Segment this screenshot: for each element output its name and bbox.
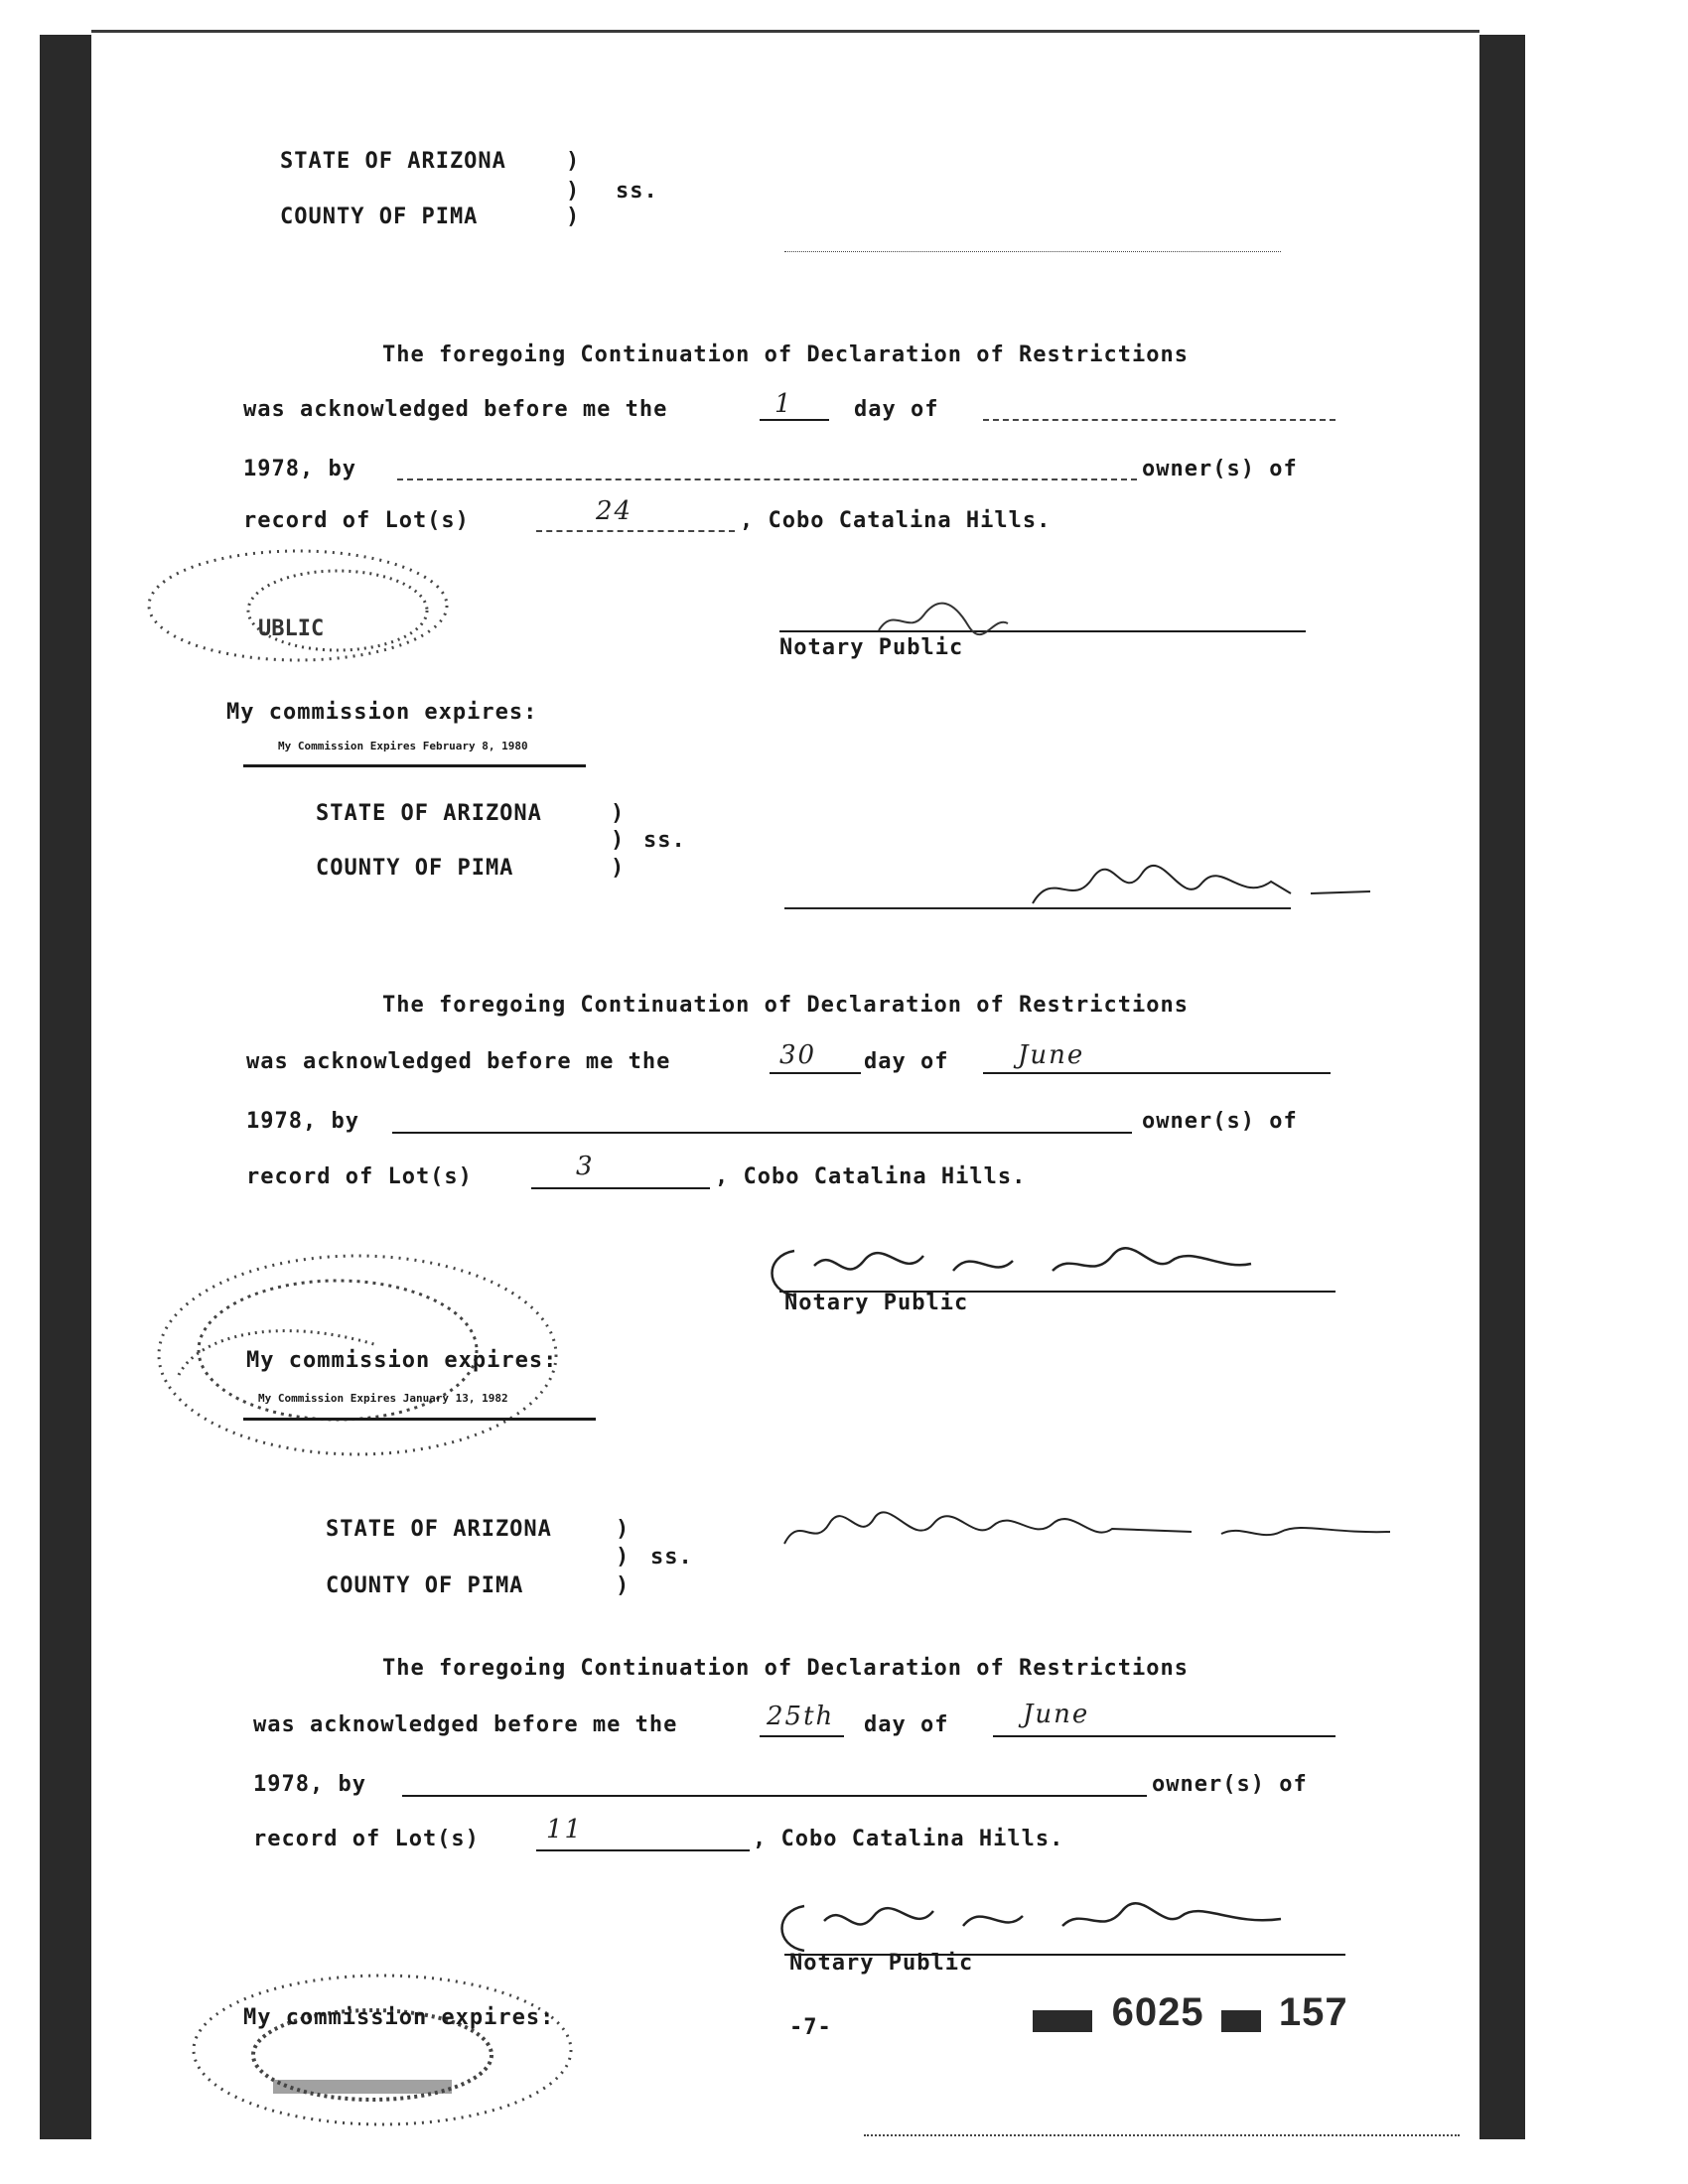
year-by-label: 1978, by <box>253 1772 366 1797</box>
venue-ss: ss. <box>650 1545 693 1570</box>
commission-underline <box>243 1418 596 1421</box>
venue-paren: ) <box>611 801 626 826</box>
lot-value: 11 <box>546 1815 584 1844</box>
venue-paren: ) <box>566 149 581 174</box>
commission-expires-label: My commission expires: <box>246 1348 558 1373</box>
bottom-scan-edge <box>864 2134 1460 2136</box>
owners-label: owner(s) of <box>1142 457 1298 481</box>
lot-value: 3 <box>576 1152 595 1181</box>
record-lot-label: record of Lot(s) <box>253 1827 480 1851</box>
svg-text:UBLIC: UBLIC <box>258 616 325 641</box>
day-of-label: day of <box>864 1712 949 1737</box>
notary-seal-stamp <box>139 541 457 670</box>
page-number: -7- <box>789 2015 832 2040</box>
venue-state: STATE OF ARIZONA <box>280 149 506 174</box>
venue-paren: ) <box>616 1545 631 1570</box>
docket-page: 157 <box>1278 1990 1348 2034</box>
recording-stamp <box>1033 1990 1348 2035</box>
notary-public-label: Notary Public <box>779 635 964 660</box>
day-value: 30 <box>779 1040 817 1070</box>
venue-county: COUNTY OF PIMA <box>326 1573 524 1598</box>
subdivision-name: , Cobo Catalina Hills. <box>715 1164 1027 1189</box>
commission-expires-label: My commission expires: <box>226 700 538 725</box>
ack-paragraph-line1: The foregoing Continuation of Declaration of Restrictions <box>382 342 1189 367</box>
name-blank <box>397 449 1137 480</box>
venue-paren: ) <box>616 1517 631 1542</box>
month-blank <box>983 389 1336 421</box>
commission-stamp: My Commission Expires January 13, 1982 <box>258 1392 508 1405</box>
month-value: June <box>1018 1040 1085 1070</box>
commission-stamp: My Commission Expires February 8, 1980 <box>278 740 528 752</box>
ack-was-acknowledged: was acknowledged before me the <box>253 1712 678 1737</box>
signature-line-top <box>784 213 1281 252</box>
notary-public-label: Notary Public <box>789 1951 974 1976</box>
name-blank <box>402 1765 1147 1797</box>
commission-expires-label: My commission expires: <box>243 2005 555 2030</box>
lot-blank <box>536 500 735 532</box>
venue-ss: ss. <box>643 828 686 853</box>
year-by-label: 1978, by <box>246 1109 359 1134</box>
owners-label: owner(s) of <box>1152 1772 1308 1797</box>
venue-state: STATE OF ARIZONA <box>316 801 542 826</box>
docket-number: 6025 <box>1111 1990 1204 2034</box>
venue-ss: ss. <box>616 179 658 204</box>
venue-county: COUNTY OF PIMA <box>280 205 479 229</box>
subdivision-name: , Cobo Catalina Hills. <box>740 508 1052 533</box>
ack-paragraph-line1: The foregoing Continuation of Declaration of Restrictions <box>382 993 1189 1018</box>
ack-was-acknowledged: was acknowledged before me the <box>243 397 668 422</box>
ack-was-acknowledged: was acknowledged before me the <box>246 1049 671 1074</box>
lot-value: 24 <box>596 496 633 526</box>
docket-prefix-mark <box>1033 2010 1092 2032</box>
record-lot-label: record of Lot(s) <box>246 1164 473 1189</box>
signature-scribble-2 <box>774 864 1410 923</box>
commission-underline <box>243 764 586 767</box>
owners-label: owner(s) of <box>1142 1109 1298 1134</box>
lot-blank <box>531 1158 710 1189</box>
day-of-label: day of <box>864 1049 949 1074</box>
venue-paren: ) <box>566 179 581 204</box>
signature-scribble-3 <box>774 1504 1430 1564</box>
notary-signature-line <box>779 591 1306 632</box>
record-lot-label: record of Lot(s) <box>243 508 470 533</box>
page-prefix-mark <box>1221 2010 1261 2032</box>
venue-state: STATE OF ARIZONA <box>326 1517 552 1542</box>
venue-paren: ) <box>611 856 626 881</box>
venue-paren: ) <box>611 828 626 853</box>
day-blank <box>760 389 829 421</box>
subdivision-name: , Cobo Catalina Hills. <box>753 1827 1064 1851</box>
ack-paragraph-line1: The foregoing Continuation of Declaration of Restrictions <box>382 1656 1189 1681</box>
month-value: June <box>1023 1700 1090 1729</box>
venue-paren: ) <box>616 1573 631 1598</box>
day-of-label: day of <box>854 397 939 422</box>
venue-paren: ) <box>566 205 581 229</box>
name-blank <box>392 1102 1132 1134</box>
day-value: 1 <box>774 389 793 419</box>
notary-seal-stamp <box>174 1961 621 2134</box>
day-value: 25th <box>767 1702 835 1731</box>
year-by-label: 1978, by <box>243 457 356 481</box>
notary-public-label: Notary Public <box>784 1291 969 1315</box>
venue-county: COUNTY OF PIMA <box>316 856 514 881</box>
